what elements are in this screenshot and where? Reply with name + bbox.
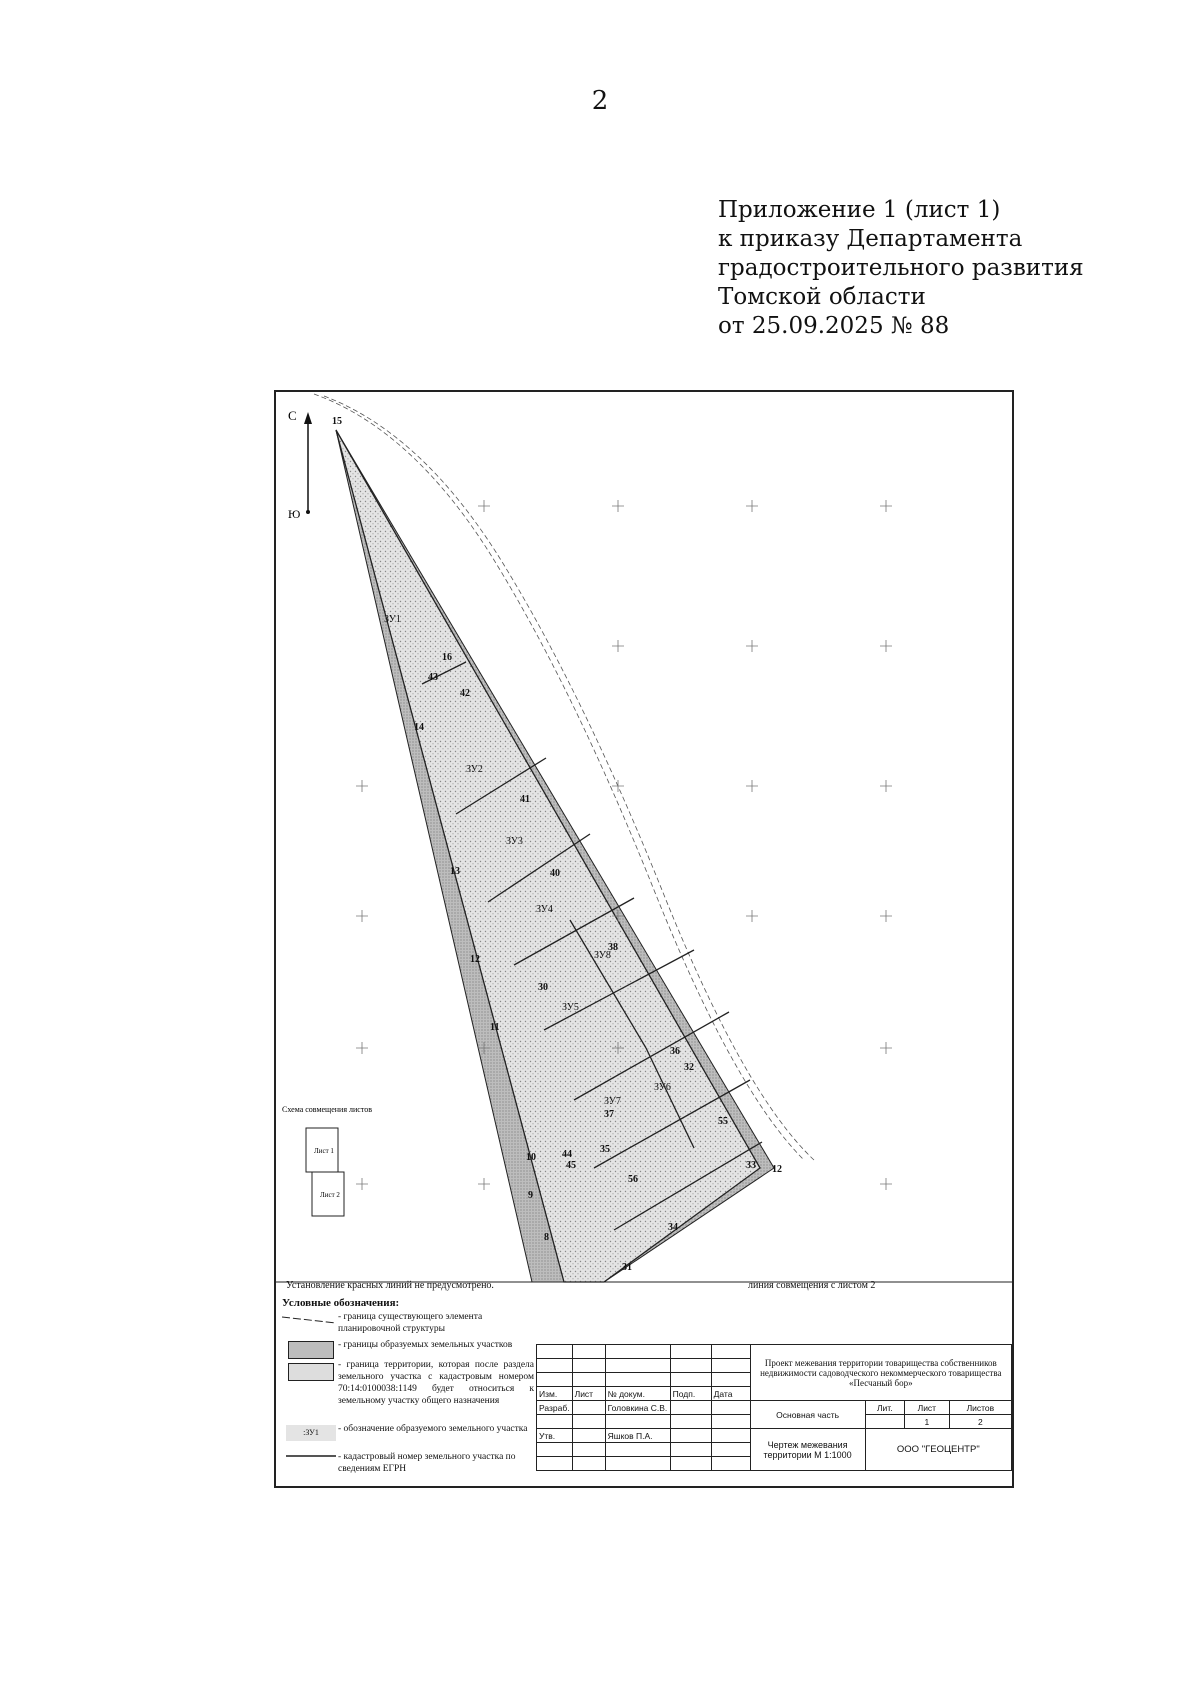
- parcels-area: [336, 430, 760, 1282]
- point-label: 8: [544, 1232, 549, 1243]
- title-block: [536, 1344, 1012, 1474]
- point-label: 16: [442, 652, 452, 663]
- point-label: 38: [608, 942, 618, 953]
- point-label: 14: [414, 722, 424, 733]
- appendix-line-1: Приложение 1 (лист 1): [718, 197, 1001, 223]
- sheet-value: 1: [904, 1415, 949, 1429]
- sheets-value: 2: [949, 1415, 1011, 1429]
- point-label: 37: [604, 1109, 614, 1120]
- parcel-label: ЗУ6: [654, 1082, 671, 1093]
- col-list: Лист: [572, 1387, 605, 1401]
- cadastral-number-icon: [286, 1455, 336, 1457]
- appendix-line-4: Томской области: [718, 284, 926, 310]
- drawing-title: Чертеж межевания территории М 1:1000: [750, 1429, 865, 1471]
- parcel-label: ЗУ2: [466, 764, 483, 775]
- legend: [276, 1297, 534, 1475]
- col-date: Дата: [711, 1387, 750, 1401]
- point-label: 44: [562, 1149, 572, 1160]
- point-label: 12: [772, 1164, 782, 1175]
- company-name: ООО "ГЕОЦЕНТР": [865, 1429, 1011, 1471]
- razrab-name: Головкина С.В.: [605, 1401, 670, 1415]
- point-label: 33: [746, 1160, 756, 1171]
- legend-item-5: - кадастровый номер земельного участка по сведениям ЕГРН: [338, 1452, 516, 1474]
- legend-item-4: - обозначение образуемого земельного участка: [338, 1424, 528, 1434]
- point-label: 32: [684, 1062, 694, 1073]
- utv-label: Утв.: [537, 1429, 573, 1443]
- utv-name: Яшков П.А.: [605, 1429, 670, 1443]
- razrab-label: Разраб.: [537, 1401, 573, 1415]
- point-label: 9: [528, 1190, 533, 1201]
- point-label: 56: [628, 1174, 638, 1185]
- parcel-label: ЗУ8: [594, 950, 611, 961]
- point-label: 36: [670, 1046, 680, 1057]
- legend-item-3: - граница территории, которая после раздела земельного участка с кадастровым номером 70:14:0100038:1149 будет относиться к земельному участку общего назначения: [338, 1360, 534, 1406]
- planning-boundary-icon: [282, 1313, 336, 1325]
- point-label: 42: [460, 688, 470, 699]
- appendix-header: [718, 196, 1084, 341]
- point-label: 55: [718, 1116, 728, 1127]
- point-label: 43: [428, 672, 438, 683]
- parcel-label: ЗУ5: [562, 1002, 579, 1013]
- col-izm: Изм.: [537, 1387, 573, 1401]
- point-label: 34: [668, 1222, 678, 1233]
- legend-item-1: - граница существующего элемента планировочной структуры: [338, 1312, 483, 1334]
- legend-item-2: - границы образуемых земельных участков: [338, 1340, 513, 1350]
- point-label: 13: [450, 866, 460, 877]
- appendix-line-3: градостроительного развития: [718, 255, 1084, 281]
- point-label: 10: [526, 1152, 536, 1163]
- parcel-symbol: :ЗУ1: [286, 1425, 336, 1441]
- legend-title: Условные обозначения:: [282, 1297, 400, 1309]
- parcel-label: ЗУ3: [506, 836, 523, 847]
- project-title: Проект межевания территории товарищества собственников недвижимости садоводческого некоммерческого товарищества «Песчаный бор»: [750, 1345, 1011, 1401]
- point-label: 30: [538, 982, 548, 993]
- north-arrow-icon: [304, 412, 312, 514]
- point-label: 12: [470, 954, 480, 965]
- combine-line-note: линия совмещения с листом 2: [748, 1280, 876, 1291]
- appendix-line-2: к приказу Департамента: [718, 226, 1023, 252]
- point-label: 31: [622, 1262, 632, 1273]
- sheet1-label: Лист 1: [314, 1147, 334, 1155]
- stage-label: Лит.: [865, 1401, 904, 1415]
- point-label: 40: [550, 868, 560, 879]
- north-label: С: [288, 408, 297, 423]
- south-label: Ю: [288, 507, 301, 521]
- parcel-label: ЗУ7: [604, 1096, 621, 1107]
- section-name: Основная часть: [750, 1401, 865, 1429]
- col-sign: Подп.: [670, 1387, 711, 1401]
- sheets-label: Листов: [949, 1401, 1011, 1415]
- col-doc: № докум.: [605, 1387, 670, 1401]
- point-label: 45: [566, 1160, 576, 1171]
- point-label: 11: [490, 1022, 500, 1033]
- sheet2-label: Лист 2: [320, 1191, 340, 1199]
- point-label: 35: [600, 1144, 610, 1155]
- parcel-label: ЗУ1: [384, 614, 401, 625]
- survey-map: [274, 390, 1014, 1285]
- parcel-label: ЗУ4: [536, 904, 553, 915]
- sheets-scheme-title: Схема совмещения листов: [282, 1105, 372, 1114]
- appendix-line-5: от 25.09.2025 № 88: [718, 313, 950, 339]
- point-label: 15: [332, 416, 342, 427]
- red-lines-note: Установление красных линий не предусмотрено.: [286, 1280, 494, 1291]
- point-label: 41: [520, 794, 530, 805]
- page-number: 2: [591, 86, 609, 116]
- formed-parcels-icon: [288, 1341, 334, 1359]
- common-territory-icon: [288, 1363, 334, 1381]
- sheet-label: Лист: [904, 1401, 949, 1415]
